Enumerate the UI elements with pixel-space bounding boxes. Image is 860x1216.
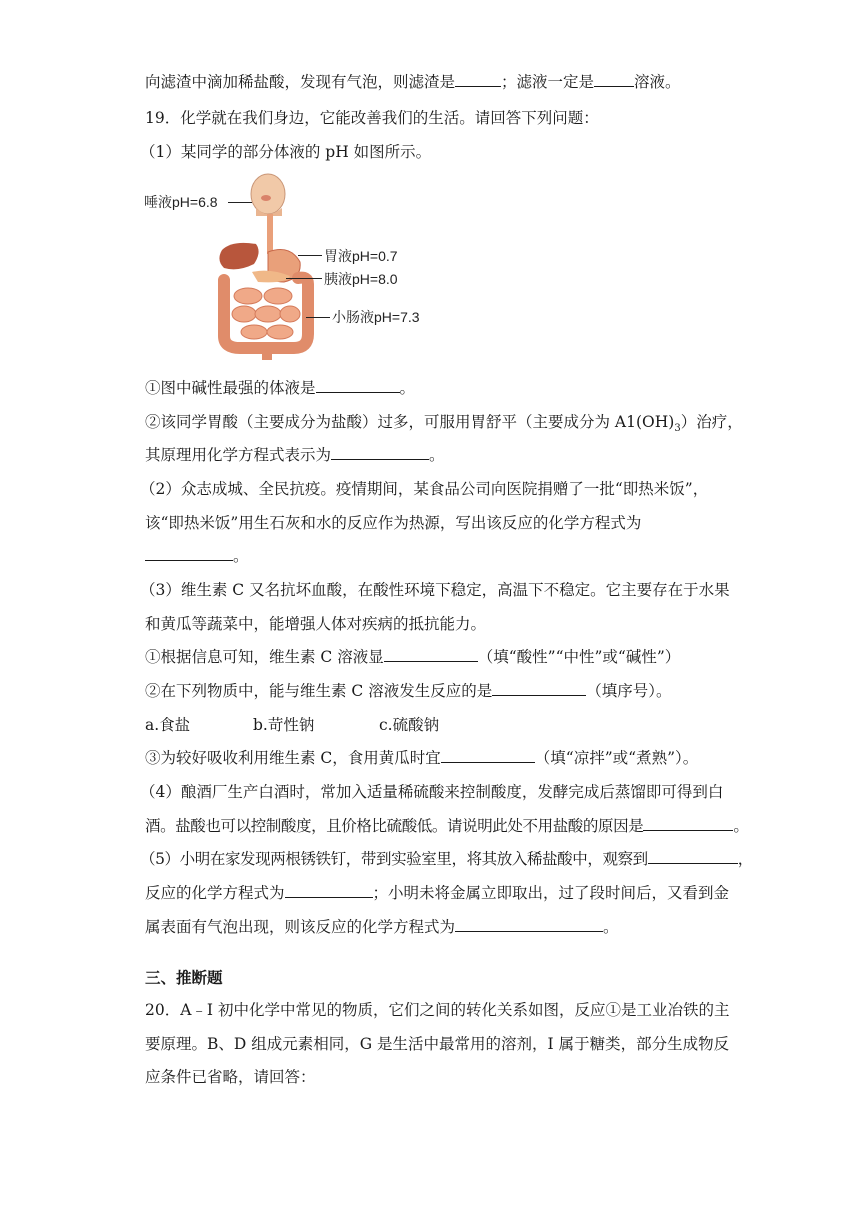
subscript: 3 <box>674 423 681 435</box>
text: ）治疗， <box>680 413 743 431</box>
q19-4-a: （4）酿酒厂生产白酒时，常加入适量稀硫酸来控制酸度，发酵完成后蒸馏即可得到白 <box>140 783 724 801</box>
q19-3-a: （3）维生素 C 又名抗坏血酸，在酸性环境下稳定，高温下不稳定。它主要存在于水果 <box>140 581 730 599</box>
text: 属表面有气泡出现，则该反应的化学方程式为 <box>145 918 456 936</box>
answer-blank <box>316 378 400 393</box>
question-19-title: 19．化学就在我们身边，它能改善我们的生活。请回答下列问题： <box>145 109 599 127</box>
pancreatic-leader-line <box>286 278 322 279</box>
q20-c: 应条件已省略，请回答： <box>145 1068 316 1086</box>
answer-blank <box>145 546 233 561</box>
question-19-part1: （1）某同学的部分体液的 pH 如图所示。 <box>140 143 432 161</box>
q19-5-b <box>145 883 740 903</box>
q19-2-a: （2）众志成城、全民抗疫。疫情期间，某食品公司向医院捐赠了一批“即热米饭”， <box>140 480 709 498</box>
text: 反应的化学方程式为 <box>145 884 285 902</box>
answer-blank <box>648 849 738 864</box>
q19-2-b: 该“即热米饭”用生石灰和水的反应作为热源，写出该反应的化学方程式为 <box>145 514 642 532</box>
section-heading-inference: 三、推断题 <box>145 968 223 987</box>
body-fluid-ph-figure <box>140 172 420 362</box>
q19-3-options <box>145 715 740 735</box>
gastric-ph-label: 胃液pH=0.7 <box>324 248 398 264</box>
answer-blank <box>331 445 429 460</box>
text: 。 <box>399 379 416 397</box>
answer-blank <box>643 816 733 831</box>
q19-1-c <box>145 445 740 465</box>
q19-3-e <box>145 748 740 768</box>
q20-a: 20．A﹣I 初中化学中常见的物质，它们之间的转化关系如图，反应①是工业冶铁的主 <box>145 1001 730 1019</box>
text: 酒。盐酸也可以控制酸度，且价格比硫酸低。请说明此处不用盐酸的原因是 <box>145 817 644 835</box>
text: （填“酸性”“中性”或“碱性”） <box>477 648 681 666</box>
q19-4-b <box>145 816 749 836</box>
text: 。 <box>429 446 445 464</box>
text: ②在下列物质中，能与维生素 C 溶液发生反应的是 <box>145 682 493 700</box>
text: ①图中碱性最强的体液是 <box>145 379 316 397</box>
q19-2-c <box>145 546 740 566</box>
saliva-ph-label: 唾液pH=6.8 <box>144 194 218 210</box>
text: ；滤液一定是 <box>501 73 595 91</box>
text: ， <box>737 850 753 868</box>
answer-blank <box>492 681 586 696</box>
intestinal-leader-line <box>306 317 330 318</box>
filter-residue-line <box>145 72 740 92</box>
text: （5）小明在家发现两根锈铁钉，带到实验室里，将其放入稀盐酸中，观察到 <box>140 850 648 868</box>
answer-blank <box>455 917 603 932</box>
saliva-leader-line <box>228 202 252 203</box>
q19-5-a <box>140 849 753 869</box>
text: 溶液。 <box>634 73 681 91</box>
gastric-leader-line <box>298 255 322 256</box>
text: ①根据信息可知，维生素 C 溶液显 <box>145 648 384 666</box>
text: 其原理用化学方程式表示为 <box>145 446 332 464</box>
text: （填序号）。 <box>586 682 672 700</box>
q19-3-b: 和黄瓜等蔬菜中，能增强人体对疾病的抵抗能力。 <box>145 615 487 633</box>
q19-5-c <box>145 917 740 937</box>
option-b: b.苛性钠 <box>253 716 315 734</box>
q19-3-c <box>145 647 740 667</box>
q19-1-a <box>145 378 740 398</box>
text: 。 <box>233 547 249 565</box>
option-c: c.硫酸钠 <box>379 716 440 734</box>
answer-blank <box>384 647 478 662</box>
q20-b: 要原理。B、D 组成元素相同，G 是生活中最常用的溶剂，I 属于糖类，部分生成物反 <box>145 1035 730 1053</box>
option-a: a.食盐 <box>145 716 191 734</box>
text: ③为较好吸收利用维生素 C，食用黄瓜时宜 <box>145 749 441 767</box>
answer-blank <box>594 72 634 87</box>
text: ；小明未将金属立即取出，过了段时间后，又看到金 <box>372 884 730 902</box>
text: 向滤渣中滴加稀盐酸，发现有气泡，则滤渣是 <box>145 73 456 91</box>
text: ②该同学胃酸（主要成分为盐酸）过多，可服用胃舒平（主要成分为 A1(OH) <box>145 413 675 431</box>
pancreatic-ph-label: 胰液pH=8.0 <box>324 271 398 287</box>
intestinal-ph-label: 小肠液pH=7.3 <box>332 309 420 325</box>
text: 。 <box>603 918 619 936</box>
answer-blank <box>441 748 535 763</box>
q19-1-b <box>145 412 743 439</box>
answer-blank <box>285 883 373 898</box>
q19-3-d <box>145 681 740 701</box>
answer-blank <box>455 72 501 87</box>
text: （填“凉拌”或“煮熟”）。 <box>534 749 699 767</box>
text: 。 <box>733 817 749 835</box>
